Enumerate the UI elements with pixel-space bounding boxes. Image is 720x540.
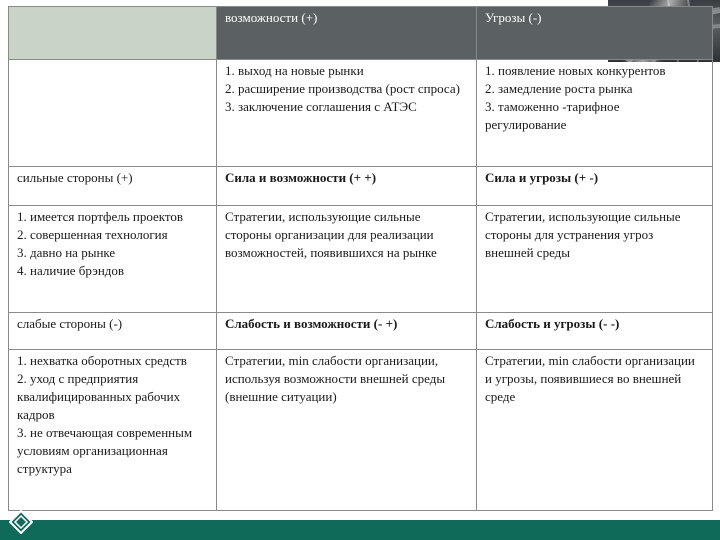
strengths-row — [9, 206, 713, 313]
weaknesses-row — [9, 350, 713, 511]
weaknesses-list: 1. нехватка оборотных средств 2. уход с предприятия квалифицированных рабочих кадров 3. не отвечающая современным условиям организационная структура — [9, 350, 217, 511]
bottom-accent-bar — [0, 520, 720, 540]
wo-strategy: Стратегии, min слабости организации, используя возможности внешней среды (внешние ситуации) — [217, 350, 477, 511]
threats-header: Угрозы (-) — [477, 7, 713, 60]
opportunities-list: 1. выход на новые рынки 2. расширение производства (рост спроса) 3. заключение соглашения с АТЭС — [217, 60, 477, 167]
weaknesses-label-row — [9, 313, 713, 350]
swot-table — [8, 6, 713, 511]
st-label: Сила и угрозы (+ -) — [477, 167, 713, 206]
so-label: Сила и возможности (+ +) — [217, 167, 477, 206]
strengths-label: сильные стороны (+) — [9, 167, 217, 206]
wo-label: Слабость и возможности (- +) — [217, 313, 477, 350]
table-header-row — [9, 7, 713, 60]
wt-strategy: Стратегии, min слабости организации и угрозы, появившиеся во внешней среде — [477, 350, 713, 511]
empty-cell — [9, 60, 217, 167]
st-strategy: Стратегии, использующие сильные стороны для устранения угроз внешней среды — [477, 206, 713, 313]
threats-list: 1. появление новых конкурентов 2. замедление роста рынка 3. таможенно -тарифное регулирование — [477, 60, 713, 167]
weaknesses-label: слабые стороны (-) — [9, 313, 217, 350]
opportunities-header: возможности (+) — [217, 7, 477, 60]
wt-label: Слабость и угрозы (- -) — [477, 313, 713, 350]
strengths-list: 1. имеется портфель проектов 2. совершенная технология 3. давно на рынке 4. наличие брэндов — [9, 206, 217, 313]
strengths-label-row — [9, 167, 713, 206]
table-corner-cell — [9, 7, 217, 60]
external-factors-row — [9, 60, 713, 167]
so-strategy: Стратегии, использующие сильные стороны организации для реализации возможностей, появившихся на рынке — [217, 206, 477, 313]
diamond-logo-icon — [9, 510, 33, 534]
